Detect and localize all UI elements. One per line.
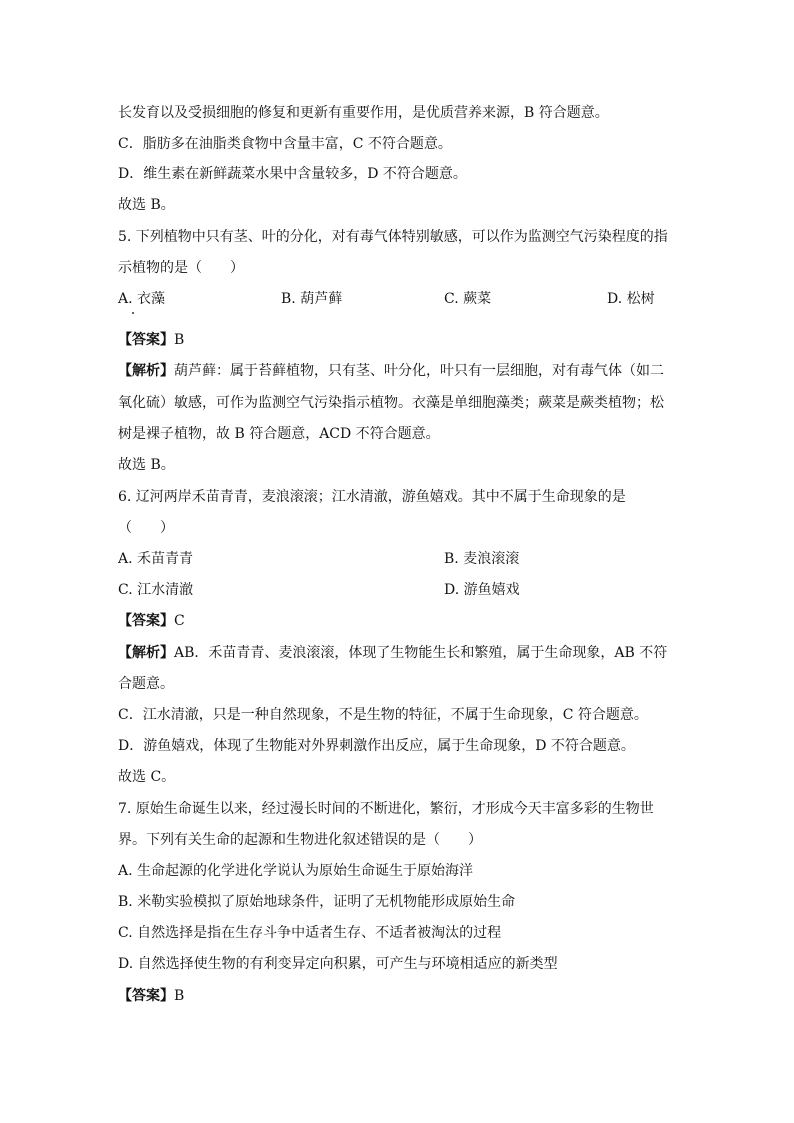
question-6-stem: 6. 辽河两岸禾苗青青，麦浪滚滚；江水清澈，游鱼嬉戏。其中不属于生命现象的是	[118, 489, 626, 505]
answer-tag: 【答案】	[118, 613, 174, 629]
question-7-option-a: A. 生命起源的化学进化学说认为原始生命诞生于原始海洋	[118, 863, 474, 879]
question-6-analysis	[118, 643, 667, 663]
question-7-stem: 7. 原始生命诞生以来，经过漫长时间的不断进化，繁衍，才形成今天丰富多彩的生物世	[118, 801, 654, 817]
question-5-analysis-cont: 树是裸子植物，故 B 符合题意，ACD 不符合题意。	[118, 426, 440, 442]
question-5-stem: 5. 下列植物中只有茎、叶的分化，对有毒气体特别敏感，可以作为监测空气污染程度的指	[118, 229, 668, 245]
question-6-analysis-cont: C．江水清澈，只是一种自然现象，不是生物的特征，不属于生命现象，C 符合题意。	[118, 707, 648, 723]
question-6-analysis-cont: D．游鱼嬉戏，体现了生物能对外界刺激作出反应，属于生命现象，D 不符合题意。	[118, 738, 635, 754]
answer-tag: 【答案】	[118, 332, 174, 348]
text-line: D．维生素在新鲜蔬菜水果中含量较多，D 不符合题意。	[118, 166, 467, 182]
question-6-option-b: B. 麦浪滚滚	[444, 551, 520, 567]
question-5-analysis-cont: 氧化硫）敏感，可作为监测空气污染指示植物。衣藻是单细胞藻类；蕨菜是蕨类植物；松	[118, 395, 664, 411]
question-5-answer	[118, 330, 184, 350]
question-7-stem-cont: 界。下列有关生命的起源和生物进化叙述错误的是（ ）	[118, 832, 482, 848]
text-line: C．脂肪多在油脂类食物中含量丰富，C 不符合题意。	[118, 136, 452, 152]
conclusion-line: 故选 B。	[118, 197, 175, 213]
dot-mark	[132, 312, 134, 314]
question-5-option-a: A. 衣藻	[118, 291, 166, 307]
question-6-option-a: A. 禾苗青青	[118, 551, 194, 567]
question-7-option-d: D. 自然选择使生物的有利变异定向积累，可产生与环境相适应的新类型	[118, 956, 558, 972]
text-line: 长发育以及受损细胞的修复和更新有重要作用，是优质营养来源，B 符合题意。	[118, 105, 609, 121]
analysis-text: 葫芦藓：属于苔藓植物，只有茎、叶分化，叶只有一层细胞，对有毒气体（如二	[174, 363, 664, 379]
question-6-option-d: D. 游鱼嬉戏	[444, 582, 520, 598]
question-5-analysis	[118, 361, 664, 381]
question-6-answer	[118, 611, 185, 631]
question-7-option-c: C. 自然选择是指在生存斗争中适者生存、不适者被淘汰的过程	[118, 925, 502, 941]
answer-value: C	[174, 613, 185, 629]
question-5-option-c: C. 蕨菜	[444, 291, 492, 307]
question-5-option-b: B. 葫芦藓	[281, 291, 343, 307]
question-5-stem-cont: 示植物的是（ ）	[118, 260, 244, 276]
answer-value: B	[174, 988, 185, 1004]
question-5-option-d: D. 松树	[607, 291, 655, 307]
analysis-tag: 【解析】	[118, 645, 174, 661]
question-7-option-b: B. 米勒实验模拟了原始地球条件，证明了无机物能形成原始生命	[118, 894, 516, 910]
analysis-tag: 【解析】	[118, 363, 174, 379]
question-6-analysis-cont: 合题意。	[118, 676, 174, 692]
question-5-conclusion: 故选 B。	[118, 457, 175, 473]
analysis-text: AB．禾苗青青、麦浪滚滚，体现了生物能生长和繁殖，属于生命现象，AB 不符	[174, 645, 668, 661]
question-6-stem-cont: （ ）	[118, 520, 174, 536]
question-7-answer	[118, 986, 184, 1006]
answer-tag: 【答案】	[118, 988, 174, 1004]
question-6-conclusion: 故选 C。	[118, 769, 176, 785]
answer-value: B	[174, 332, 185, 348]
question-6-option-c: C. 江水清澈	[118, 582, 194, 598]
